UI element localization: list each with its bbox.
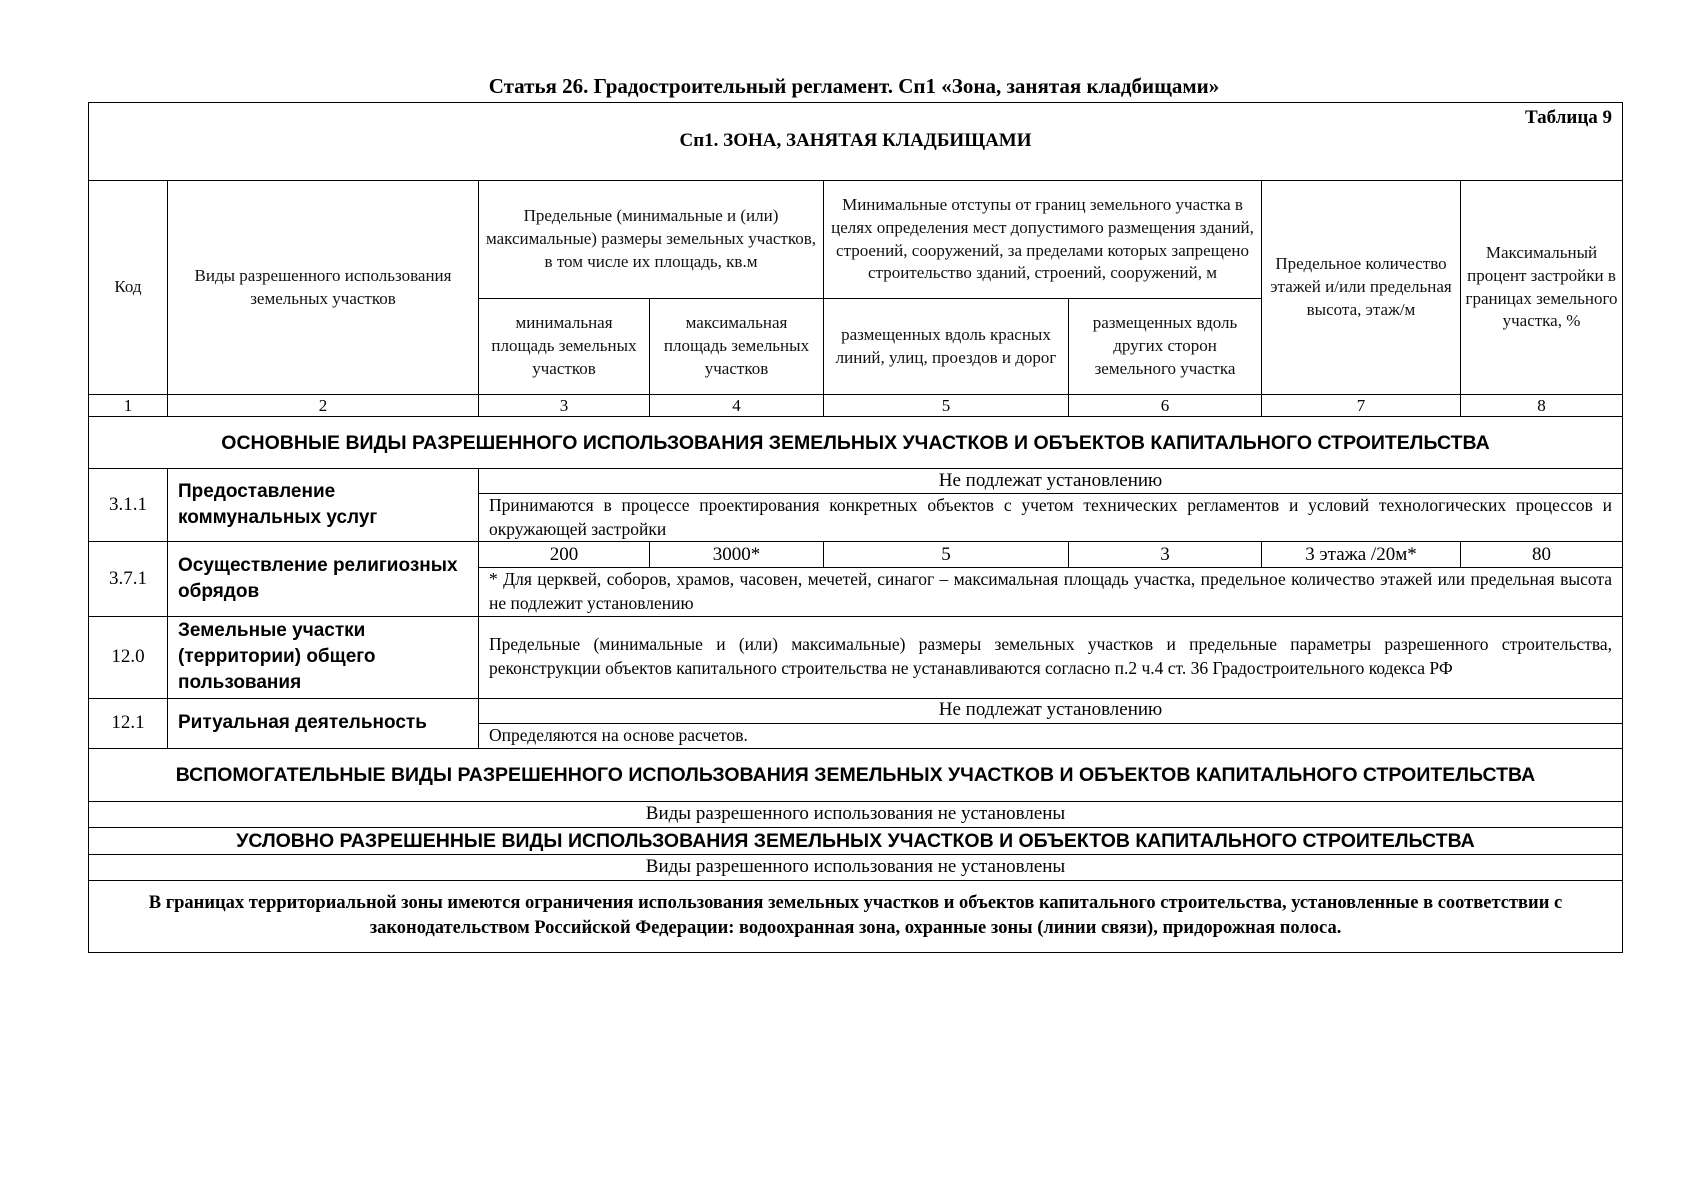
cell-setback-other: 3 xyxy=(1069,542,1262,568)
row-design-note: Принимаются в процессе проектирования конкретных объектов с учетом технических регламентов и условий технологических процессов и окружающей застройки xyxy=(479,494,1623,542)
section-auxiliary-note: Виды разрешенного использования не установлены xyxy=(89,801,1623,827)
header-plot-sizes: Предельные (минимальные и (или) максимальные) размеры земельных участков, в том числе их площадь, кв.м xyxy=(479,181,824,299)
section-conditional-title: УСЛОВНО РАЗРЕШЕННЫЕ ВИДЫ ИСПОЛЬЗОВАНИЯ ЗЕМЕЛЬНЫХ УЧАСТКОВ И ОБЪЕКТОВ КАПИТАЛЬНОГО СТРОИТЕЛЬСТВА xyxy=(89,827,1623,854)
row-use-name: Осуществление религиозных обрядов xyxy=(168,542,479,616)
cell-max-area: 3000* xyxy=(650,542,824,568)
table-number: Таблица 9 xyxy=(1524,107,1613,128)
row-code: 12.1 xyxy=(89,698,168,748)
table-caption xyxy=(89,103,1623,181)
row-calculation-note: Определяются на основе расчетов. xyxy=(479,723,1623,748)
header-setback-other: размещенных вдоль других сторон земельного участка xyxy=(1069,299,1262,395)
column-number: 4 xyxy=(650,395,824,417)
column-number: 5 xyxy=(824,395,1069,417)
column-number: 3 xyxy=(479,395,650,417)
column-number: 6 xyxy=(1069,395,1262,417)
header-code: Код xyxy=(89,181,168,395)
zone-title: Сп1. ЗОНА, ЗАНЯТАЯ КЛАДБИЩАМИ xyxy=(679,130,1032,152)
column-number: 1 xyxy=(89,395,168,417)
cell-floors: 3 этажа /20м* xyxy=(1262,542,1461,568)
section-main-title: ОСНОВНЫЕ ВИДЫ РАЗРЕШЕННОГО ИСПОЛЬЗОВАНИЯ ЗЕМЕЛЬНЫХ УЧАСТКОВ И ОБЪЕКТОВ КАПИТАЛЬНОГО СТРОИТЕЛЬСТВА xyxy=(89,417,1623,469)
section-auxiliary-title: ВСПОМОГАТЕЛЬНЫЕ ВИДЫ РАЗРЕШЕННОГО ИСПОЛЬЗОВАНИЯ ЗЕМЕЛЬНЫХ УЧАСТКОВ И ОБЪЕКТОВ КАПИТАЛЬНОГО СТРОИТЕЛЬСТВА xyxy=(89,748,1623,801)
row-footnote: * Для церквей, соборов, храмов, часовен, мечетей, синагог – максимальная площадь участка, предельное количество этажей или предельная высота не подлежит установлению xyxy=(479,568,1623,616)
row-not-subject: Не подлежат установлению xyxy=(479,469,1623,494)
header-use-types: Виды разрешенного использования земельных участков xyxy=(168,181,479,395)
row-code: 3.1.1 xyxy=(89,469,168,542)
restrictions-footer: В границах территориальной зоны имеются ограничения использования земельных участков и объектов капитального строительства, установленные в соответствии с законодательством Российской Федерации: водоохранная зона, охранные зоны (линии связи), придорожная полоса. xyxy=(89,880,1623,952)
regulation-table xyxy=(88,102,1623,953)
article-title: Статья 26. Градостроительный регламент. Сп1 «Зона, занятая кладбищами» xyxy=(488,74,1220,98)
column-number: 7 xyxy=(1262,395,1461,417)
row-use-name: Предоставление коммунальных услуг xyxy=(168,469,479,542)
column-number-row xyxy=(89,395,1623,417)
cell-max-percent: 80 xyxy=(1461,542,1623,568)
header-floors: Предельное количество этажей и/или предельная высота, этаж/м xyxy=(1262,181,1461,395)
header-min-area: минимальная площадь земельных участков xyxy=(479,299,650,395)
column-number: 8 xyxy=(1461,395,1623,417)
row-code: 3.7.1 xyxy=(89,542,168,616)
header-max-area: максимальная площадь земельных участков xyxy=(650,299,824,395)
row-use-name: Земельные участки (территории) общего пользования xyxy=(168,616,479,698)
cell-min-area: 200 xyxy=(479,542,650,568)
header-max-percent: Максимальный процент застройки в границах земельного участка, % xyxy=(1461,181,1623,395)
row-code: 12.0 xyxy=(89,616,168,698)
header-setbacks: Минимальные отступы от границ земельного участка в целях определения мест допустимого размещения зданий, строений, сооружений, за пределами которых запрещено строительство зданий, строений, сооружений, м xyxy=(824,181,1262,299)
section-conditional-note: Виды разрешенного использования не установлены xyxy=(89,854,1623,880)
column-number: 2 xyxy=(168,395,479,417)
header-setback-red-lines: размещенных вдоль красных линий, улиц, проездов и дорог xyxy=(824,299,1069,395)
cell-setback-red-lines: 5 xyxy=(824,542,1069,568)
row-use-name: Ритуальная деятельность xyxy=(168,698,479,748)
row-regulation-text: Предельные (минимальные и (или) максимальные) размеры земельных участков и предельные параметры разрешенного строительства, реконструкции объектов капитального строительства не устанавливаются согласно п.2 ч.4 ст. 36 Градостроительного кодекса РФ xyxy=(479,616,1623,698)
row-not-subject: Не подлежат установлению xyxy=(479,698,1623,723)
